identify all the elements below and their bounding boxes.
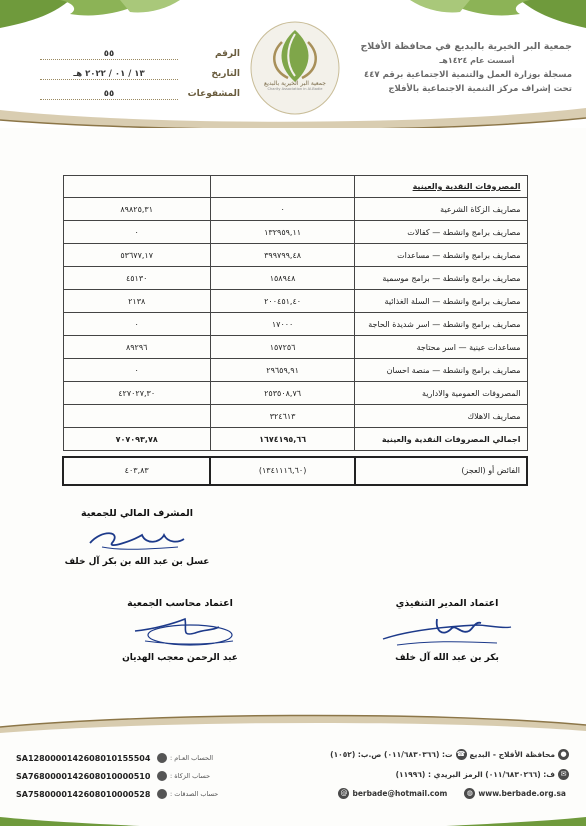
attachments-value: ٥٥ — [40, 89, 178, 100]
fax-icon: ✉ — [558, 769, 569, 780]
org-name: جمعية البر الخيرية بالبديع في محافظة الأفلاج — [360, 41, 572, 52]
row-label: مصاريف الزكاة الشرعية — [355, 198, 527, 221]
row-value-col3: ٤٢٧٠٢٧,٣٠ — [63, 382, 210, 405]
row-value-col3: ٠ — [63, 359, 210, 382]
phone-icon: ☎ — [456, 750, 466, 758]
surplus-col3: ٤٠٣,٨٣ — [63, 457, 210, 485]
date-value: ١٣ / ٠١ / ٢٠٢٢ هـ — [40, 69, 178, 80]
signature-accountant — [110, 598, 250, 663]
letterhead — [0, 0, 586, 128]
table-row — [63, 198, 527, 221]
row-value-col2: ١٧٠٠٠ — [210, 313, 354, 336]
signature-accountant-icon — [115, 611, 245, 651]
signature-finance-icon — [82, 521, 192, 555]
accountant-name: عبد الرحمن معجب الهديان — [122, 653, 238, 663]
row-value-col3: ٤٥١٣٠ — [63, 267, 210, 290]
finance-title: المشرف المالي للجمعية — [80, 508, 194, 519]
table-row — [63, 290, 527, 313]
reference-block — [40, 44, 240, 104]
attachments-row — [40, 84, 240, 104]
row-value-col3: ٠ — [63, 221, 210, 244]
row-value-col2: ٢٥٣٥٠٨,٧٦ — [210, 382, 354, 405]
row-value-col2: ٢٠٠٤٥١,٤٠ — [210, 290, 354, 313]
total-col3: ٧٠٧٠٩٣,٧٨ — [63, 428, 210, 451]
account-number: SA1280000142608010155504 — [16, 753, 151, 763]
date-label: التاريخ — [211, 69, 240, 79]
row-value-col3 — [63, 405, 210, 428]
fax-text: ف: (٠١١/٦٨٣٠٢٦٦) الرمز البريدي : (١١٩٩٦) — [395, 770, 555, 779]
account-label: حساب الصدقات : — [170, 790, 219, 798]
finance-name: عسل بن عبد الله بن بكر آل خلف — [64, 557, 210, 567]
account-label: حساب الزكاة : — [170, 772, 211, 780]
email-text[interactable]: berbade@hotmail.com — [352, 789, 448, 798]
row-value-col2: ٢٩٦٥٩,٩١ — [210, 359, 354, 382]
attachments-label: المشفوعات — [187, 89, 240, 99]
web-line — [335, 788, 566, 799]
row-value-col2: ٣٩٩٧٩٩,٤٨ — [210, 244, 354, 267]
table-row — [63, 336, 527, 359]
ref-number-value: ٥٥ — [40, 49, 178, 60]
row-value-col3: ٥٣٦٧٧,١٧ — [63, 244, 210, 267]
website-text[interactable]: www.berbade.org.sa — [478, 789, 566, 798]
table-row — [63, 382, 527, 405]
row-label: مصاريف برامج وانشطة — منصة احسان — [355, 359, 527, 382]
table-row — [63, 244, 527, 267]
account-charity — [16, 789, 232, 799]
table-row — [63, 267, 527, 290]
organization-info — [342, 40, 572, 96]
row-label: مصاريف برامج وانشطة — السلة الغذائية — [355, 290, 527, 313]
table-header-col3 — [63, 176, 210, 198]
table-row — [63, 221, 527, 244]
signature-director-icon — [377, 611, 517, 651]
total-col2: ١٦٧٤١٩٥,٦٦ — [210, 428, 354, 451]
row-value-col3: ٠ — [63, 313, 210, 336]
accountant-title: اعتماد محاسب الجمعية — [127, 598, 233, 609]
surplus-deficit-row — [63, 457, 527, 485]
signature-finance-supervisor — [62, 508, 212, 567]
surplus-col2: (١٣٤١١١٦,٦٠) — [210, 457, 354, 485]
footer — [0, 705, 586, 826]
surplus-label: الفائض أو (العجز) — [355, 457, 527, 485]
row-label: مساعدات عينية — اسر محتاجة — [355, 336, 527, 359]
account-zakat — [16, 771, 232, 781]
row-value-col2: ٣٢٤٦١٣ — [210, 405, 354, 428]
row-value-col2: ١٥٧٢٥٦ — [210, 336, 354, 359]
date-row — [40, 64, 240, 84]
ref-number-label: الرقم — [214, 49, 240, 59]
director-title: اعتماد المدير التنفيذي — [395, 598, 499, 609]
total-label: اجمالي المصروفات النقدية والعينية — [355, 428, 527, 451]
footer-divider — [0, 705, 586, 735]
location-text: محافظة الأفلاج - البديع — [469, 750, 555, 759]
bank-icon — [157, 753, 167, 763]
signature-executive-director — [372, 598, 522, 663]
supervision-text: تحت إشراف مركز التنمية الاجتماعية بالأفلاج — [388, 84, 572, 94]
expenses-table — [62, 175, 528, 486]
row-label: مصاريف برامج وانشطة — مساعدات — [355, 244, 527, 267]
globe-icon: ◍ — [464, 788, 475, 799]
fax-line — [396, 769, 572, 780]
logo-text-arabic: جمعية البر الخيرية بالبديع — [264, 80, 326, 87]
header-divider — [0, 104, 586, 128]
table-header-label: المصروفات النقدية والعينية — [355, 176, 527, 198]
total-row — [63, 428, 527, 451]
table-row — [63, 359, 527, 382]
row-value-col2: ١٥٨٩٤٨ — [210, 267, 354, 290]
row-value-col3: ٨٩٢٩٦ — [63, 336, 210, 359]
row-label: مصاريف برامج وانشطة — كفالات — [355, 221, 527, 244]
bank-icon — [157, 771, 167, 781]
row-label: المصروفات العمومية والادارية — [355, 382, 527, 405]
logo-text-english: Charity Association in Al-Badie — [267, 87, 323, 91]
account-number: SA7680000142608010000510 — [16, 771, 151, 781]
director-name: بكر بن عبد الله آل خلف — [395, 653, 499, 663]
account-number: SA7580000142608010000528 — [16, 789, 151, 799]
account-label: الحساب العـام : — [170, 754, 214, 762]
ref-number-row — [40, 44, 240, 64]
table-row — [63, 313, 527, 336]
phone-text: ت: (٠١١/٦٨٣٠٣٦٦) ص.ب: (١٠٥٢) — [330, 750, 453, 759]
account-general — [16, 753, 232, 763]
location-pin-icon: ● — [558, 749, 569, 760]
row-value-col2: ١٣٢٩٥٩,١١ — [210, 221, 354, 244]
registration-text: مسجلة بوزارة العمل والتنمية الاجتماعية برقم ٤٤٧ — [364, 70, 572, 80]
table-row — [63, 405, 527, 428]
row-label: مصاريف برامج وانشطة — برامج موسمية — [355, 267, 527, 290]
row-value-col3: ٢١٣٨ — [63, 290, 210, 313]
row-label: مصاريف برامج وانشطة — اسر شديدة الحاجة — [355, 313, 527, 336]
email-icon: @ — [340, 789, 348, 797]
table-header-row — [63, 176, 527, 198]
bank-icon — [157, 789, 167, 799]
founded-year: أسست عام ١٤٢٤هـ — [439, 56, 515, 65]
row-value-col2: ٠ — [210, 198, 354, 221]
logo-caption — [252, 80, 338, 91]
table-header-col2 — [210, 176, 354, 198]
leaf-decoration-bottom-icon — [0, 813, 586, 826]
row-value-col3: ٨٩٨٢٥,٣١ — [63, 198, 210, 221]
row-label: مصاريف الاهلاك — [355, 405, 527, 428]
location-line — [330, 749, 572, 760]
